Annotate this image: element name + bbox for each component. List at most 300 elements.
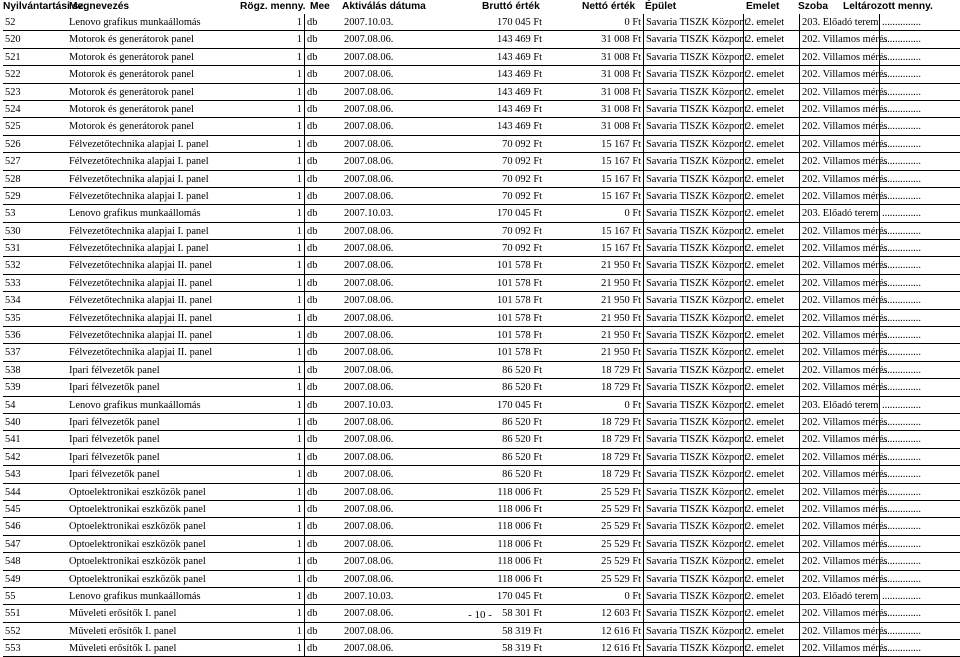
cell-date: 2007.08.06. [342, 484, 420, 501]
cell-building: Savaria TISZK Központ [643, 240, 743, 257]
cell-id: 530 [3, 223, 67, 240]
cell-net: 18 729 Ft [544, 414, 643, 431]
cell-id: 535 [3, 310, 67, 327]
cell-qty: 1 [271, 240, 304, 257]
cell-net: 0 Ft [544, 14, 643, 31]
cell-room: 202. Villamos mérés [799, 310, 879, 327]
cell-date: 2007.10.03. [342, 397, 420, 414]
table-row [0, 84, 960, 101]
cell-name: Optoelektronikai eszközök panel [67, 501, 300, 518]
cell-building: Savaria TISZK Központ [643, 49, 743, 66]
table-row [0, 623, 960, 640]
cell-net: 21 950 Ft [544, 310, 643, 327]
cell-gross: 118 006 Ft [420, 571, 544, 588]
cell-name: Műveleti erősítők I. panel [67, 605, 300, 622]
cell-building: Savaria TISZK Központ [643, 414, 743, 431]
cell-floor: 2. emelet [743, 49, 799, 66]
header-building: Épület [645, 1, 677, 12]
cell-registered: ............... [879, 171, 960, 188]
cell-unit: db [304, 362, 342, 379]
cell-date: 2007.08.06. [342, 275, 420, 292]
header-date: Aktiválás dátuma [342, 1, 426, 12]
cell-registered: ............... [879, 14, 960, 31]
cell-gross: 118 006 Ft [420, 553, 544, 570]
cell-net: 25 529 Ft [544, 571, 643, 588]
cell-room: 202. Villamos mérés [799, 571, 879, 588]
cell-date: 2007.08.06. [342, 449, 420, 466]
cell-qty: 1 [271, 344, 304, 361]
cell-floor: 2. emelet [743, 171, 799, 188]
table-row [0, 118, 960, 135]
cell-id: 55 [3, 588, 67, 605]
cell-floor: 2. emelet [743, 588, 799, 605]
table-row [0, 257, 960, 274]
cell-name: Ipari félvezetők panel [67, 379, 300, 396]
cell-gross: 70 092 Ft [420, 153, 544, 170]
cell-date: 2007.08.06. [342, 240, 420, 257]
cell-net: 15 167 Ft [544, 188, 643, 205]
cell-qty: 1 [271, 553, 304, 570]
cell-building: Savaria TISZK Központ [643, 310, 743, 327]
cell-floor: 2. emelet [743, 66, 799, 83]
cell-id: 522 [3, 66, 67, 83]
table-row [0, 66, 960, 83]
table-row [0, 327, 960, 344]
cell-building: Savaria TISZK Központ [643, 379, 743, 396]
cell-room: 202. Villamos mérés [799, 257, 879, 274]
cell-name: Lenovo grafikus munkaállomás [67, 205, 300, 222]
cell-registered: ............... [879, 66, 960, 83]
cell-date: 2007.08.06. [342, 66, 420, 83]
cell-building: Savaria TISZK Központ [643, 136, 743, 153]
cell-building: Savaria TISZK Központ [643, 188, 743, 205]
cell-registered: ............... [879, 379, 960, 396]
cell-floor: 2. emelet [743, 275, 799, 292]
cell-id: 533 [3, 275, 67, 292]
cell-date: 2007.08.06. [342, 466, 420, 483]
cell-name: Félvezetőtechnika alapjai I. panel [67, 188, 300, 205]
cell-name: Félvezetőtechnika alapjai I. panel [67, 240, 300, 257]
cell-name: Félvezetőtechnika alapjai II. panel [67, 292, 300, 309]
cell-room: 202. Villamos mérés [799, 414, 879, 431]
cell-building: Savaria TISZK Központ [643, 605, 743, 622]
cell-building: Savaria TISZK Központ [643, 275, 743, 292]
cell-registered: ............... [879, 223, 960, 240]
cell-building: Savaria TISZK Központ [643, 362, 743, 379]
cell-room: 202. Villamos mérés [799, 553, 879, 570]
cell-room: 202. Villamos mérés [799, 623, 879, 640]
table-row [0, 362, 960, 379]
cell-qty: 1 [271, 292, 304, 309]
cell-id: 534 [3, 292, 67, 309]
cell-gross: 143 469 Ft [420, 118, 544, 135]
cell-floor: 2. emelet [743, 118, 799, 135]
cell-id: 54 [3, 397, 67, 414]
cell-unit: db [304, 605, 342, 622]
cell-building: Savaria TISZK Központ [643, 571, 743, 588]
cell-registered: ............... [879, 205, 960, 222]
cell-qty: 1 [271, 449, 304, 466]
cell-registered: ............... [879, 101, 960, 118]
cell-unit: db [304, 414, 342, 431]
table-row [0, 536, 960, 553]
cell-id: 551 [3, 605, 67, 622]
cell-gross: 118 006 Ft [420, 518, 544, 535]
cell-room: 202. Villamos mérés [799, 101, 879, 118]
cell-registered: ............... [879, 536, 960, 553]
cell-registered: ............... [879, 292, 960, 309]
cell-date: 2007.08.06. [342, 640, 420, 657]
table-row [0, 171, 960, 188]
cell-date: 2007.08.06. [342, 379, 420, 396]
cell-floor: 2. emelet [743, 484, 799, 501]
cell-building: Savaria TISZK Központ [643, 449, 743, 466]
cell-net: 0 Ft [544, 588, 643, 605]
table-row [0, 501, 960, 518]
cell-gross: 58 319 Ft [420, 623, 544, 640]
table-row [0, 292, 960, 309]
cell-floor: 2. emelet [743, 205, 799, 222]
cell-building: Savaria TISZK Központ [643, 84, 743, 101]
cell-building: Savaria TISZK Központ [643, 431, 743, 448]
cell-gross: 170 045 Ft [420, 205, 544, 222]
cell-id: 547 [3, 536, 67, 553]
cell-registered: ............... [879, 623, 960, 640]
table-body [0, 14, 960, 657]
cell-id: 540 [3, 414, 67, 431]
cell-unit: db [304, 466, 342, 483]
cell-name: Félvezetőtechnika alapjai II. panel [67, 327, 300, 344]
cell-date: 2007.08.06. [342, 518, 420, 535]
cell-floor: 2. emelet [743, 257, 799, 274]
header-name: Megnevezés [69, 1, 130, 12]
cell-registered: ............... [879, 449, 960, 466]
cell-room: 202. Villamos mérés [799, 136, 879, 153]
cell-registered: ............... [879, 31, 960, 48]
header-net: Nettó érték [582, 1, 636, 12]
header-id: Nyilvántartási sz. [3, 1, 87, 12]
cell-building: Savaria TISZK Központ [643, 66, 743, 83]
cell-floor: 2. emelet [743, 571, 799, 588]
cell-floor: 2. emelet [743, 397, 799, 414]
cell-qty: 1 [271, 518, 304, 535]
cell-name: Optoelektronikai eszközök panel [67, 571, 300, 588]
cell-room: 202. Villamos mérés [799, 275, 879, 292]
cell-floor: 2. emelet [743, 501, 799, 518]
cell-room: 202. Villamos mérés [799, 84, 879, 101]
cell-id: 544 [3, 484, 67, 501]
cell-building: Savaria TISZK Központ [643, 484, 743, 501]
cell-floor: 2. emelet [743, 101, 799, 118]
cell-qty: 1 [271, 640, 304, 657]
cell-name: Motorok és generátorok panel [67, 31, 300, 48]
cell-id: 537 [3, 344, 67, 361]
cell-net: 31 008 Ft [544, 101, 643, 118]
cell-building: Savaria TISZK Központ [643, 118, 743, 135]
table-row [0, 31, 960, 48]
cell-net: 15 167 Ft [544, 223, 643, 240]
cell-registered: ............... [879, 327, 960, 344]
cell-registered: ............... [879, 310, 960, 327]
cell-date: 2007.08.06. [342, 153, 420, 170]
cell-date: 2007.08.06. [342, 118, 420, 135]
cell-room: 202. Villamos mérés [799, 449, 879, 466]
table-row [0, 240, 960, 257]
header-unit: Mee [310, 1, 330, 12]
cell-name: Motorok és generátorok panel [67, 118, 300, 135]
cell-net: 0 Ft [544, 205, 643, 222]
cell-gross: 101 578 Ft [420, 275, 544, 292]
cell-net: 21 950 Ft [544, 257, 643, 274]
cell-floor: 2. emelet [743, 414, 799, 431]
cell-net: 21 950 Ft [544, 327, 643, 344]
cell-name: Félvezetőtechnika alapjai II. panel [67, 344, 300, 361]
cell-name: Lenovo grafikus munkaállomás [67, 14, 300, 31]
cell-building: Savaria TISZK Központ [643, 344, 743, 361]
cell-unit: db [304, 292, 342, 309]
cell-room: 202. Villamos mérés [799, 153, 879, 170]
cell-id: 524 [3, 101, 67, 118]
cell-gross: 170 045 Ft [420, 397, 544, 414]
cell-net: 12 616 Ft [544, 640, 643, 657]
cell-building: Savaria TISZK Központ [643, 31, 743, 48]
table-row [0, 223, 960, 240]
cell-room: 202. Villamos mérés [799, 466, 879, 483]
cell-unit: db [304, 344, 342, 361]
cell-gross: 170 045 Ft [420, 588, 544, 605]
cell-net: 12 603 Ft [544, 605, 643, 622]
cell-registered: ............... [879, 588, 960, 605]
cell-name: Műveleti erősítők I. panel [67, 640, 300, 657]
cell-floor: 2. emelet [743, 153, 799, 170]
cell-name: Optoelektronikai eszközök panel [67, 518, 300, 535]
cell-building: Savaria TISZK Központ [643, 14, 743, 31]
cell-date: 2007.08.06. [342, 327, 420, 344]
cell-date: 2007.10.03. [342, 205, 420, 222]
cell-room: 202. Villamos mérés [799, 484, 879, 501]
cell-unit: db [304, 588, 342, 605]
cell-name: Félvezetőtechnika alapjai I. panel [67, 136, 300, 153]
cell-room: 202. Villamos mérés [799, 431, 879, 448]
cell-room: 203. Előadó terem [799, 205, 879, 222]
cell-room: 202. Villamos mérés [799, 49, 879, 66]
cell-unit: db [304, 449, 342, 466]
cell-name: Ipari félvezetők panel [67, 414, 300, 431]
cell-floor: 2. emelet [743, 292, 799, 309]
cell-building: Savaria TISZK Központ [643, 101, 743, 118]
cell-id: 553 [3, 640, 67, 657]
cell-qty: 1 [271, 205, 304, 222]
cell-date: 2007.08.06. [342, 136, 420, 153]
cell-unit: db [304, 66, 342, 83]
cell-floor: 2. emelet [743, 466, 799, 483]
cell-gross: 118 006 Ft [420, 484, 544, 501]
cell-registered: ............... [879, 257, 960, 274]
header-gross: Bruttó érték [482, 1, 540, 12]
cell-qty: 1 [271, 257, 304, 274]
cell-unit: db [304, 84, 342, 101]
cell-building: Savaria TISZK Központ [643, 640, 743, 657]
cell-net: 18 729 Ft [544, 431, 643, 448]
cell-floor: 2. emelet [743, 136, 799, 153]
cell-name: Műveleti erősítők I. panel [67, 623, 300, 640]
cell-qty: 1 [271, 118, 304, 135]
cell-id: 545 [3, 501, 67, 518]
table-row [0, 588, 960, 605]
cell-floor: 2. emelet [743, 84, 799, 101]
cell-date: 2007.08.06. [342, 553, 420, 570]
cell-floor: 2. emelet [743, 188, 799, 205]
cell-id: 541 [3, 431, 67, 448]
page-number: - 10 - [468, 609, 492, 621]
cell-registered: ............... [879, 484, 960, 501]
cell-gross: 86 520 Ft [420, 379, 544, 396]
cell-date: 2007.08.06. [342, 536, 420, 553]
cell-date: 2007.08.06. [342, 292, 420, 309]
cell-name: Ipari félvezetők panel [67, 362, 300, 379]
cell-floor: 2. emelet [743, 327, 799, 344]
cell-gross: 70 092 Ft [420, 171, 544, 188]
cell-id: 531 [3, 240, 67, 257]
cell-qty: 1 [271, 605, 304, 622]
cell-floor: 2. emelet [743, 536, 799, 553]
cell-name: Motorok és generátorok panel [67, 101, 300, 118]
cell-net: 31 008 Ft [544, 31, 643, 48]
cell-floor: 2. emelet [743, 379, 799, 396]
cell-qty: 1 [271, 31, 304, 48]
cell-date: 2007.08.06. [342, 310, 420, 327]
cell-name: Motorok és generátorok panel [67, 49, 300, 66]
cell-gross: 143 469 Ft [420, 84, 544, 101]
header-floor: Emelet [746, 1, 780, 12]
cell-room: 202. Villamos mérés [799, 379, 879, 396]
table-row [0, 397, 960, 414]
cell-id: 548 [3, 553, 67, 570]
cell-gross: 70 092 Ft [420, 223, 544, 240]
cell-name: Lenovo grafikus munkaállomás [67, 397, 300, 414]
header-room: Szoba [798, 1, 829, 12]
cell-date: 2007.10.03. [342, 588, 420, 605]
cell-name: Optoelektronikai eszközök panel [67, 536, 300, 553]
cell-building: Savaria TISZK Központ [643, 153, 743, 170]
cell-net: 25 529 Ft [544, 484, 643, 501]
cell-id: 546 [3, 518, 67, 535]
cell-building: Savaria TISZK Központ [643, 205, 743, 222]
cell-name: Motorok és generátorok panel [67, 84, 300, 101]
cell-unit: db [304, 536, 342, 553]
cell-room: 202. Villamos mérés [799, 31, 879, 48]
cell-room: 202. Villamos mérés [799, 536, 879, 553]
cell-gross: 58 319 Ft [420, 640, 544, 657]
cell-qty: 1 [271, 362, 304, 379]
cell-net: 25 529 Ft [544, 553, 643, 570]
cell-net: 31 008 Ft [544, 118, 643, 135]
cell-id: 529 [3, 188, 67, 205]
cell-room: 202. Villamos mérés [799, 188, 879, 205]
cell-registered: ............... [879, 501, 960, 518]
header-qty: Rögz. menny. [240, 1, 306, 12]
cell-id: 53 [3, 205, 67, 222]
cell-gross: 143 469 Ft [420, 101, 544, 118]
cell-room: 202. Villamos mérés [799, 362, 879, 379]
cell-qty: 1 [271, 431, 304, 448]
cell-id: 52 [3, 14, 67, 31]
cell-building: Savaria TISZK Központ [643, 518, 743, 535]
cell-gross: 170 045 Ft [420, 14, 544, 31]
table-row [0, 310, 960, 327]
cell-unit: db [304, 49, 342, 66]
cell-room: 202. Villamos mérés [799, 66, 879, 83]
cell-name: Félvezetőtechnika alapjai I. panel [67, 171, 300, 188]
cell-unit: db [304, 379, 342, 396]
cell-net: 31 008 Ft [544, 66, 643, 83]
cell-date: 2007.08.06. [342, 223, 420, 240]
cell-qty: 1 [271, 101, 304, 118]
cell-floor: 2. emelet [743, 362, 799, 379]
cell-qty: 1 [271, 623, 304, 640]
cell-registered: ............... [879, 397, 960, 414]
cell-building: Savaria TISZK Központ [643, 536, 743, 553]
cell-registered: ............... [879, 49, 960, 66]
cell-unit: db [304, 484, 342, 501]
cell-unit: db [304, 553, 342, 570]
cell-floor: 2. emelet [743, 518, 799, 535]
cell-room: 202. Villamos mérés [799, 640, 879, 657]
cell-floor: 2. emelet [743, 623, 799, 640]
cell-gross: 101 578 Ft [420, 327, 544, 344]
table-row [0, 484, 960, 501]
cell-qty: 1 [271, 588, 304, 605]
cell-date: 2007.08.06. [342, 414, 420, 431]
cell-unit: db [304, 431, 342, 448]
table-row [0, 49, 960, 66]
cell-qty: 1 [271, 466, 304, 483]
cell-id: 543 [3, 466, 67, 483]
cell-name: Ipari félvezetők panel [67, 449, 300, 466]
cell-floor: 2. emelet [743, 640, 799, 657]
cell-floor: 2. emelet [743, 431, 799, 448]
cell-registered: ............... [879, 518, 960, 535]
cell-room: 202. Villamos mérés [799, 118, 879, 135]
cell-unit: db [304, 118, 342, 135]
cell-building: Savaria TISZK Központ [643, 397, 743, 414]
cell-id: 526 [3, 136, 67, 153]
cell-building: Savaria TISZK Központ [643, 588, 743, 605]
cell-gross: 118 006 Ft [420, 501, 544, 518]
cell-unit: db [304, 310, 342, 327]
cell-qty: 1 [271, 49, 304, 66]
cell-name: Félvezetőtechnika alapjai I. panel [67, 223, 300, 240]
cell-registered: ............... [879, 84, 960, 101]
cell-qty: 1 [271, 414, 304, 431]
cell-gross: 70 092 Ft [420, 240, 544, 257]
cell-gross: 70 092 Ft [420, 136, 544, 153]
cell-unit: db [304, 188, 342, 205]
table-row [0, 449, 960, 466]
cell-floor: 2. emelet [743, 449, 799, 466]
cell-qty: 1 [271, 136, 304, 153]
cell-unit: db [304, 571, 342, 588]
cell-id: 525 [3, 118, 67, 135]
cell-building: Savaria TISZK Központ [643, 171, 743, 188]
cell-registered: ............... [879, 118, 960, 135]
table-row [0, 275, 960, 292]
cell-net: 15 167 Ft [544, 240, 643, 257]
table-header [0, 0, 960, 14]
table-row [0, 640, 960, 657]
cell-building: Savaria TISZK Központ [643, 501, 743, 518]
cell-net: 21 950 Ft [544, 344, 643, 361]
